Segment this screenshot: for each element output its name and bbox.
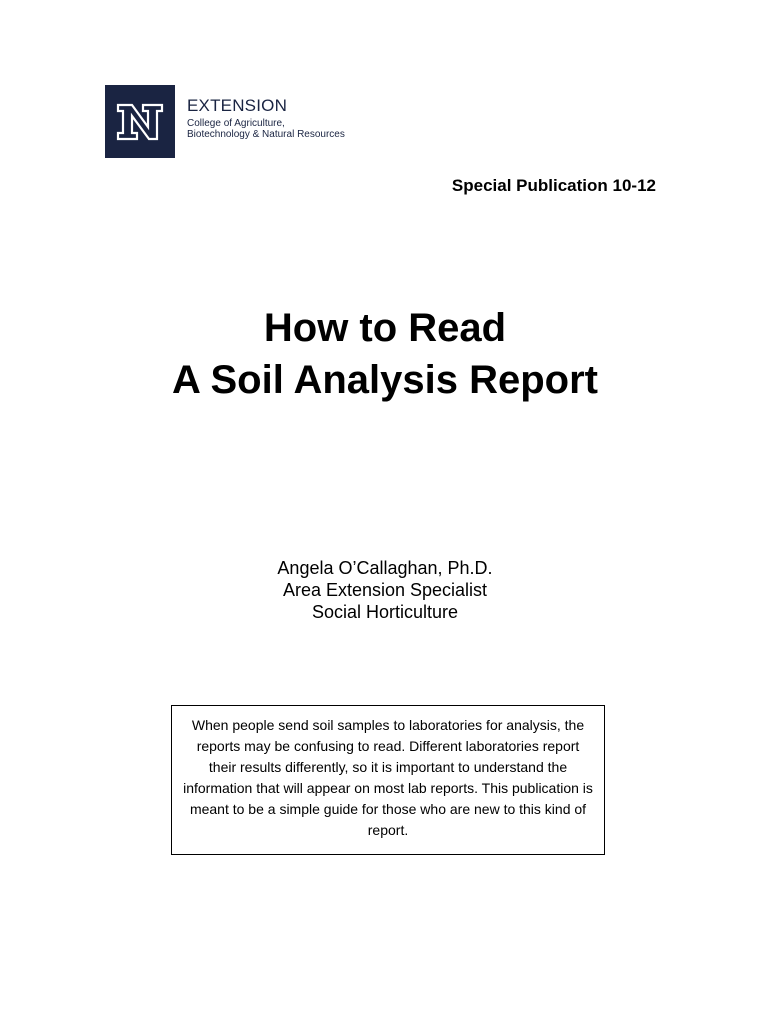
author-position: Area Extension Specialist	[282, 580, 488, 600]
title-line2: A Soil Analysis Report	[171, 358, 598, 402]
author-block	[0, 557, 770, 623]
college-name-line1: College of Agriculture,	[187, 118, 285, 129]
extension-title: EXTENSION	[187, 96, 288, 115]
document-title	[0, 302, 770, 406]
author-name: Angela O’Callaghan, Ph.D.	[277, 558, 493, 578]
title-line1: How to Read	[263, 306, 507, 350]
college-name-line2: Biotechnology & Natural Resources	[187, 129, 345, 140]
summary-box: When people send soil samples to laboratories for analysis, the reports may be confusing to read. Different laboratories report their results differently, so it is important to understand the information that will appear on most lab reports. This publication is meant to be a simple guide for those who are new to this kind of report.	[171, 705, 605, 855]
publication-number: Special Publication 10-12	[451, 176, 656, 195]
author-department: Social Horticulture	[311, 602, 459, 622]
block-n-icon	[116, 101, 164, 143]
extension-wordmark	[187, 96, 367, 140]
university-logo	[105, 85, 175, 158]
